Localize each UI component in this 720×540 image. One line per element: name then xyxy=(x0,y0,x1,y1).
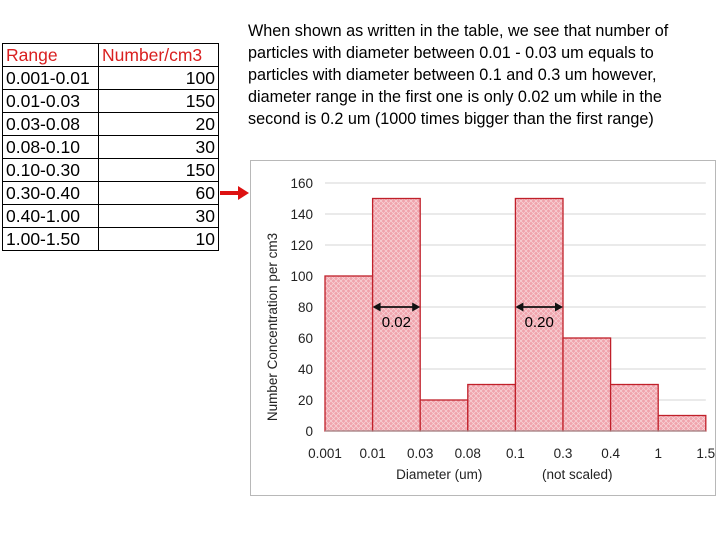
x-tick-label: 0.03 xyxy=(407,446,434,461)
table-header-row xyxy=(3,44,219,67)
number-cell: 150 xyxy=(99,159,219,182)
range-cell: 0.40-1.00 xyxy=(3,205,99,228)
width-annotation-label: 0.02 xyxy=(381,314,412,331)
number-cell: 30 xyxy=(99,205,219,228)
histogram-bar xyxy=(420,400,468,431)
y-tick-label: 0 xyxy=(305,424,313,439)
range-cell: 0.08-0.10 xyxy=(3,136,99,159)
range-cell: 0.10-0.30 xyxy=(3,159,99,182)
x-tick-label: 0.3 xyxy=(553,446,573,461)
x-tick-label: 0.001 xyxy=(308,446,342,461)
y-tick-label: 80 xyxy=(297,300,313,315)
chart-canvas xyxy=(251,161,715,495)
y-tick-label: 60 xyxy=(297,331,313,346)
y-tick-label: 120 xyxy=(290,238,313,253)
range-cell: 0.03-0.08 xyxy=(3,113,99,136)
y-tick-label: 140 xyxy=(290,207,313,222)
x-axis-note: (not scaled) xyxy=(542,467,613,482)
table-row xyxy=(3,159,219,182)
table-row xyxy=(3,90,219,113)
histogram-chart xyxy=(250,160,716,496)
number-cell: 100 xyxy=(99,67,219,90)
table-row xyxy=(3,136,219,159)
range-cell: 0.30-0.40 xyxy=(3,182,99,205)
table-row xyxy=(3,67,219,90)
x-tick-label: 0.4 xyxy=(601,446,620,461)
x-tick-label: 1 xyxy=(654,446,662,461)
table-row xyxy=(3,205,219,228)
explanation-text: When shown as written in the table, we see that number of particles with diameter between 0.01 - 0.03 um equals to particles with diameter between 0.1 and 0.3 um however, diameter range in the first one is only 0.02 um while in the second is 0.2 um (1000 times bigger than the first range) xyxy=(248,22,669,128)
histogram-bar xyxy=(563,338,611,431)
histogram-bar xyxy=(325,276,373,431)
histogram-bar xyxy=(468,385,516,432)
y-tick-label: 20 xyxy=(297,393,313,408)
x-axis-title: Diameter (um) xyxy=(396,467,483,482)
pointer-arrow-icon xyxy=(220,185,250,201)
header-number: Number/cm3 xyxy=(99,44,219,67)
histogram-bar xyxy=(658,416,706,432)
table-row xyxy=(3,182,219,205)
range-cell: 1.00-1.50 xyxy=(3,228,99,251)
range-cell: 0.001-0.01 xyxy=(3,67,99,90)
number-cell: 30 xyxy=(99,136,219,159)
y-axis-title: Number Concentration per cm3 xyxy=(265,232,280,422)
y-tick-label: 40 xyxy=(297,362,313,377)
header-range: Range xyxy=(3,44,99,67)
range-cell: 0.01-0.03 xyxy=(3,90,99,113)
number-cell: 20 xyxy=(99,113,219,136)
table-row xyxy=(3,113,219,136)
number-cell: 150 xyxy=(99,90,219,113)
y-tick-label: 100 xyxy=(290,269,313,284)
number-cell: 10 xyxy=(99,228,219,251)
y-tick-label: 160 xyxy=(290,176,313,191)
x-tick-label: 0.08 xyxy=(454,446,481,461)
histogram-bar xyxy=(611,385,659,432)
x-tick-label: 1.5 xyxy=(696,446,715,461)
data-table xyxy=(2,43,219,251)
table-row xyxy=(3,228,219,251)
number-cell: 60 xyxy=(99,182,219,205)
x-tick-label: 0.01 xyxy=(359,446,386,461)
width-annotation-label: 0.20 xyxy=(524,314,554,331)
x-tick-label: 0.1 xyxy=(506,446,525,461)
